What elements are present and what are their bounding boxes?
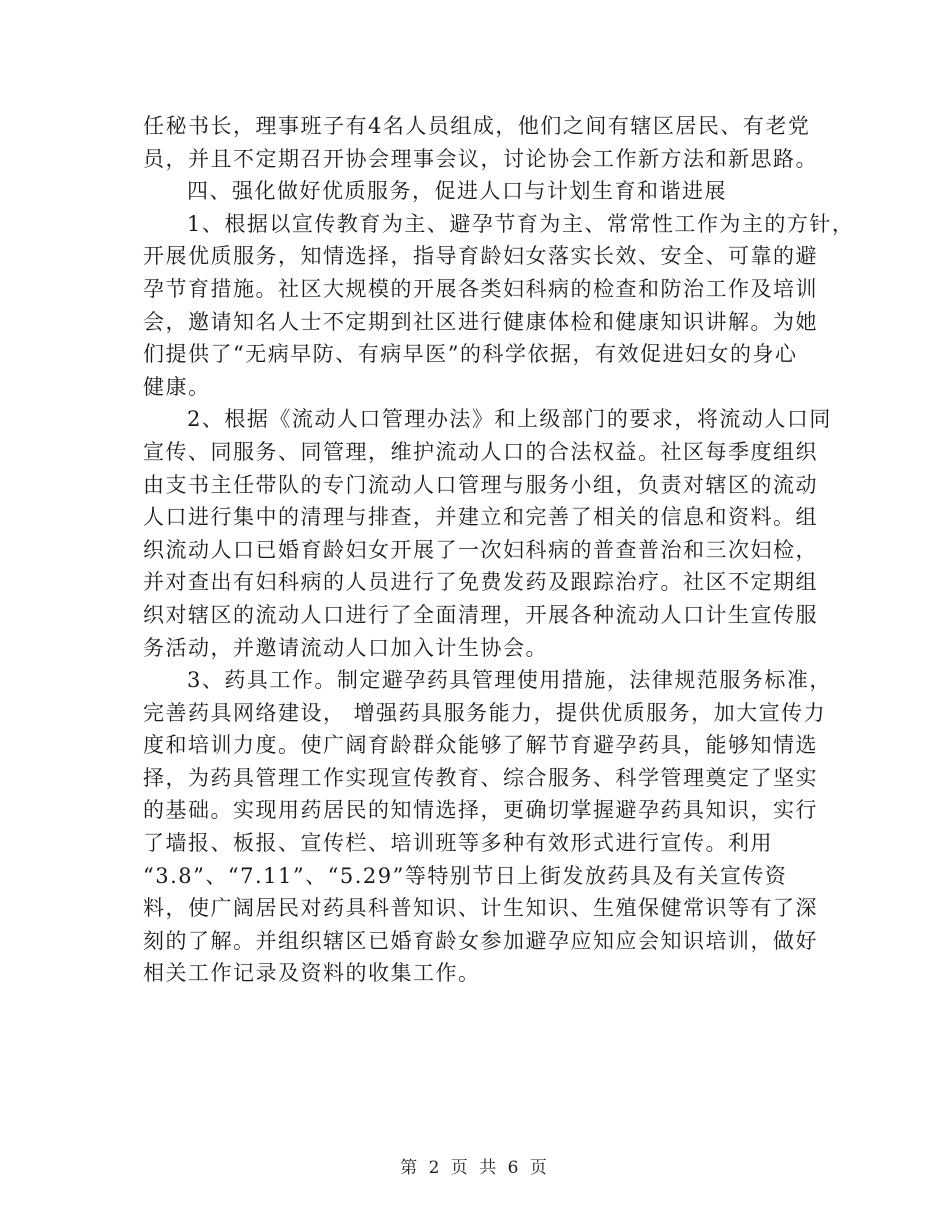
text-line: 人口进行集中的清理与排查，并建立和完善了相关的信息和资料。组 [143,505,818,530]
text-line: 孕节育措施。社区大规模的开展各类妇科病的检查和防治工作及培训 [143,276,818,301]
text-line: 们提供了“无病早防、有病早医”的科学依据，有效促进妇女的身心 [143,342,798,367]
paragraph-start: 1、根据以宣传教育为主、避孕节育为主、常常性工作为主的方针， [187,211,855,236]
text-line: 织对辖区的流动人口进行了全面清理，开展各种流动人口计生宣传服 [143,602,818,627]
text-line: 并对查出有妇科病的人员进行了免费发药及跟踪治疗。社区不定期组 [143,570,818,595]
text-line: 务活动，并邀请流动人口加入计生协会。 [143,635,548,660]
text-line: 宣传、同服务、同管理，维护流动人口的合法权益。社区每季度组织 [143,439,818,464]
text-line: “3.8”、“7.11”、“5.29”等特别节日上街发放药具及有关宣传资 [143,863,788,888]
paragraph-start: 3、药具工作。制定避孕药具管理使用措施，法律规范服务标准， [187,668,832,693]
body-text [143,110,855,990]
text-line: 任秘书长，理事班子有4名人员组成，他们之间有辖区居民、有老党 [143,114,811,138]
text-line: 的基础。实现用药居民的知情选择，更确切掌握避孕药具知识，实行 [143,798,818,823]
text-line: 完善药具网络建设， 增强药具服务能力，提供优质服务，加大宣传力 [143,700,827,725]
text-line: 相关工作记录及资料的收集工作。 [143,961,481,986]
paragraph-start: 2、根据《流动人口管理办法》和上级部门的要求，将流动人口同 [187,407,832,432]
section-heading: 四、强化做好优质服务，促进人口与计划生育和谐进展 [187,179,727,204]
page-number-footer: 第 2 页 共 6 页 [400,1158,550,1178]
text-line: 开展优质服务，知情选择，指导育龄妇女落实长效、安全、可靠的避 [143,244,818,269]
text-line: 料，使广阔居民对药具科普知识、计生知识、生殖保健常识等有了深 [143,896,818,921]
text-line: 健康。 [143,374,211,399]
text-line: 度和培训力度。使广阔育龄群众能够了解节育避孕药具，能够知情选 [143,733,818,758]
text-line: 织流动人口已婚育龄妇女开展了一次妇科病的普查普治和三次妇检， [143,537,818,562]
text-line: 刻的了解。并组织辖区已婚育龄女参加避孕应知应会知识培训，做好 [143,928,818,953]
text-line: 员，并且不定期召开协会理事会议，讨论协会工作新方法和新思路。 [143,146,818,171]
text-line: 择，为药具管理工作实现宣传教育、综合服务、科学管理奠定了坚实 [143,765,818,790]
text-line: 了墙报、板报、宣传栏、培训班等多种有效形式进行宣传。利用 [143,831,773,856]
text-line: 由支书主任带队的专门流动人口管理与服务小组，负责对辖区的流动 [143,472,818,497]
text-line: 会，邀请知名人士不定期到社区进行健康体检和健康知识讲解。为她 [143,309,818,334]
